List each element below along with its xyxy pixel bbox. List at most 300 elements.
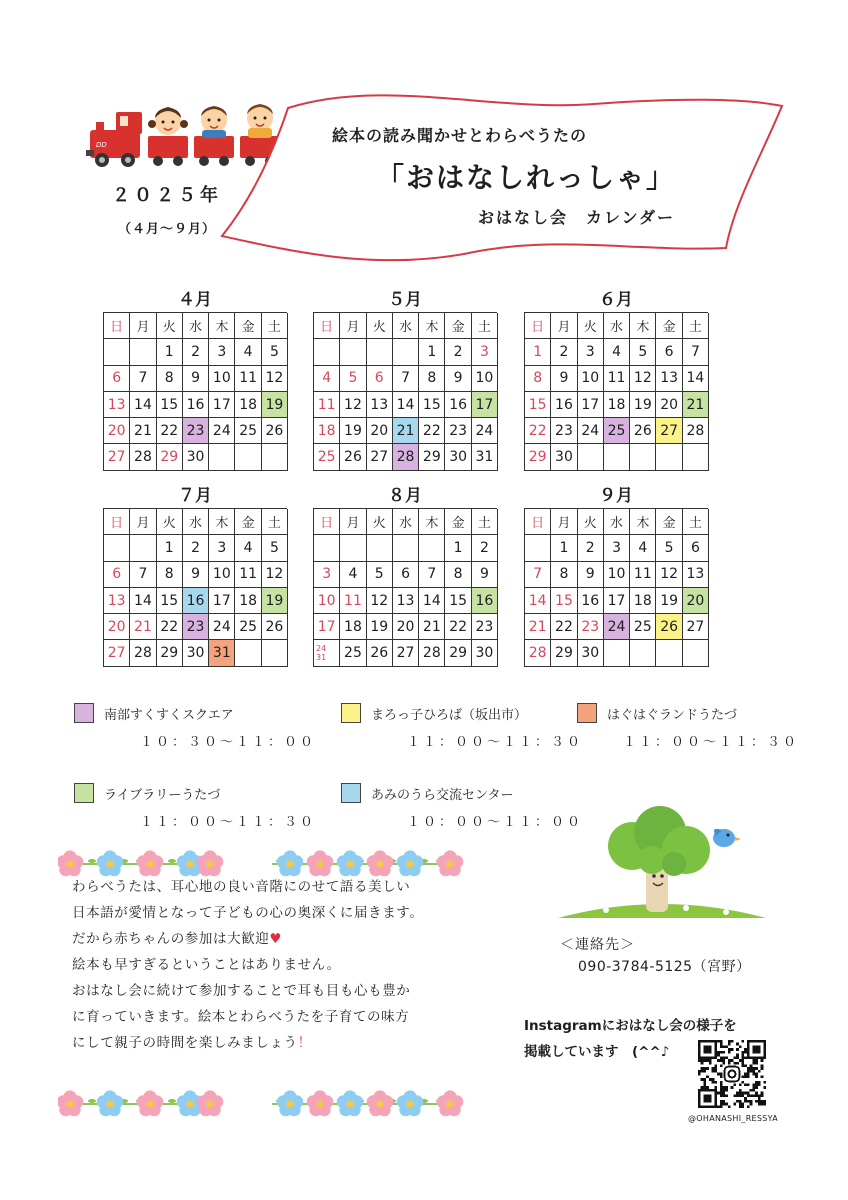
date-cell: 12 bbox=[630, 366, 656, 392]
date-cell: 23 bbox=[183, 418, 209, 444]
date-cell: 25 bbox=[340, 640, 366, 666]
flower-icon bbox=[307, 1090, 334, 1116]
date-cell: 11 bbox=[235, 366, 261, 392]
date-cell: 9 bbox=[445, 366, 471, 392]
date-cell: 22 bbox=[445, 614, 471, 640]
date-cell: 21 bbox=[130, 418, 156, 444]
flower-icon bbox=[277, 1090, 304, 1116]
weekday-header: 水 bbox=[183, 313, 209, 339]
flower-icon bbox=[367, 1090, 394, 1116]
legend-time: １１：００～１１：３０ bbox=[623, 735, 800, 750]
date-cell: 28 bbox=[393, 444, 419, 470]
date-cell: 21 bbox=[419, 614, 445, 640]
date-cell: 20 bbox=[683, 588, 709, 614]
date-cell: 22 bbox=[419, 418, 445, 444]
weekday-header: 水 bbox=[604, 509, 630, 535]
date-cell: 24 31 bbox=[314, 640, 340, 666]
empty-cell bbox=[367, 535, 393, 561]
date-cell: 8 bbox=[419, 366, 445, 392]
date-cell: 29 bbox=[157, 640, 183, 666]
legend-color-swatch bbox=[577, 703, 597, 723]
message-line bbox=[72, 1030, 492, 1056]
legend-time: １１：００～１１：３０ bbox=[140, 815, 317, 830]
date-cell: 3 bbox=[209, 339, 235, 365]
date-cell: 3 bbox=[604, 535, 630, 561]
date-cell: 24 bbox=[209, 614, 235, 640]
month-august bbox=[313, 484, 497, 667]
date-cell: 10 bbox=[604, 562, 630, 588]
legend-name: まろっ子ひろば（坂出市） bbox=[371, 708, 528, 723]
weekday-header: 火 bbox=[157, 313, 183, 339]
date-cell: 5 bbox=[262, 535, 288, 561]
empty-cell bbox=[656, 640, 682, 666]
date-cell: 23 bbox=[551, 418, 577, 444]
weekday-header: 木 bbox=[630, 313, 656, 339]
weekday-header: 月 bbox=[551, 313, 577, 339]
weekday-header: 日 bbox=[104, 313, 130, 339]
flower-icon bbox=[367, 850, 394, 876]
month-july bbox=[103, 484, 287, 667]
date-cell: 25 bbox=[630, 614, 656, 640]
instagram-text-line2: 掲載しています (^^♪ bbox=[524, 1044, 670, 1060]
date-cell: 8 bbox=[157, 366, 183, 392]
empty-cell bbox=[367, 339, 393, 365]
date-cell: 18 bbox=[235, 588, 261, 614]
empty-cell bbox=[419, 535, 445, 561]
date-cell: 14 bbox=[393, 392, 419, 418]
message-text: にして親子の時間を楽しみましょう bbox=[72, 1035, 298, 1051]
calendar-grid bbox=[524, 508, 708, 667]
date-cell: 23 bbox=[445, 418, 471, 444]
date-cell: 25 bbox=[604, 418, 630, 444]
date-cell: 9 bbox=[183, 366, 209, 392]
empty-cell bbox=[235, 640, 261, 666]
date-cell: 22 bbox=[525, 418, 551, 444]
date-cell: 27 bbox=[393, 640, 419, 666]
date-cell: 8 bbox=[525, 366, 551, 392]
exclamation-mark: ！ bbox=[297, 1035, 312, 1051]
flower-icon bbox=[337, 850, 364, 876]
empty-cell bbox=[209, 444, 235, 470]
empty-cell bbox=[262, 444, 288, 470]
legend-time: １０：００～１１：００ bbox=[407, 815, 584, 830]
date-cell: 17 bbox=[209, 392, 235, 418]
date-cell: 3 bbox=[472, 339, 498, 365]
date-cell: 22 bbox=[551, 614, 577, 640]
date-cell: 9 bbox=[551, 366, 577, 392]
empty-cell bbox=[262, 640, 288, 666]
date-cell: 24 bbox=[604, 614, 630, 640]
date-cell: 2 bbox=[472, 535, 498, 561]
weekday-header: 金 bbox=[656, 509, 682, 535]
empty-cell bbox=[393, 535, 419, 561]
date-cell: 30 bbox=[445, 444, 471, 470]
instagram-text-line1: Instagramにおはなし会の様子を bbox=[524, 1018, 737, 1034]
date-cell: 13 bbox=[683, 562, 709, 588]
date-cell: 15 bbox=[551, 588, 577, 614]
date-cell: 29 bbox=[419, 444, 445, 470]
date-cell: 2 bbox=[445, 339, 471, 365]
date-cell: 30 bbox=[183, 444, 209, 470]
legend-color-swatch bbox=[74, 703, 94, 723]
date-cell: 12 bbox=[262, 562, 288, 588]
date-cell: 8 bbox=[551, 562, 577, 588]
empty-cell bbox=[235, 444, 261, 470]
weekday-header: 土 bbox=[262, 509, 288, 535]
date-cell: 9 bbox=[183, 562, 209, 588]
date-cell: 29 bbox=[551, 640, 577, 666]
date-cell: 9 bbox=[578, 562, 604, 588]
date-cell: 24 bbox=[209, 418, 235, 444]
weekday-header: 月 bbox=[551, 509, 577, 535]
date-cell: 13 bbox=[104, 392, 130, 418]
date-cell: 10 bbox=[578, 366, 604, 392]
flower-icon bbox=[197, 1090, 224, 1116]
month-june bbox=[524, 288, 708, 471]
date-cell: 7 bbox=[393, 366, 419, 392]
date-cell: 16 bbox=[551, 392, 577, 418]
date-cell: 3 bbox=[578, 339, 604, 365]
date-cell: 13 bbox=[104, 588, 130, 614]
date-cell: 16 bbox=[445, 392, 471, 418]
date-cell: 18 bbox=[314, 418, 340, 444]
date-cell: 23 bbox=[578, 614, 604, 640]
weekday-header: 火 bbox=[367, 509, 393, 535]
date-cell: 27 bbox=[104, 444, 130, 470]
flower-icon bbox=[437, 850, 464, 876]
weekday-header: 木 bbox=[630, 509, 656, 535]
weekday-header: 火 bbox=[157, 509, 183, 535]
empty-cell bbox=[130, 339, 156, 365]
weekday-header: 土 bbox=[472, 313, 498, 339]
weekday-header: 月 bbox=[130, 509, 156, 535]
empty-cell bbox=[683, 444, 709, 470]
weekday-header: 火 bbox=[367, 313, 393, 339]
date-cell: 20 bbox=[367, 418, 393, 444]
date-cell: 28 bbox=[683, 418, 709, 444]
date-cell: 14 bbox=[130, 392, 156, 418]
weekday-header: 日 bbox=[314, 509, 340, 535]
date-cell: 10 bbox=[209, 562, 235, 588]
date-cell: 7 bbox=[525, 562, 551, 588]
legend-name: はぐはぐランドうたづ bbox=[607, 708, 738, 723]
empty-cell bbox=[604, 444, 630, 470]
date-cell: 8 bbox=[157, 562, 183, 588]
message-line bbox=[72, 926, 492, 952]
date-cell: 27 bbox=[656, 418, 682, 444]
date-cell: 12 bbox=[367, 588, 393, 614]
date-cell: 16 bbox=[578, 588, 604, 614]
empty-cell bbox=[130, 535, 156, 561]
date-cell: 5 bbox=[262, 339, 288, 365]
empty-cell bbox=[314, 339, 340, 365]
date-cell: 30 bbox=[472, 640, 498, 666]
date-cell: 19 bbox=[630, 392, 656, 418]
header-subtitle: 絵本の読み聞かせとわらべうたの bbox=[332, 126, 588, 145]
message-line: わらべうたは、耳心地の良い音階にのせて語る美しい bbox=[72, 879, 411, 895]
date-cell: 26 bbox=[367, 640, 393, 666]
date-cell: 14 bbox=[419, 588, 445, 614]
empty-cell bbox=[104, 535, 130, 561]
date-cell: 29 bbox=[157, 444, 183, 470]
weekday-header: 木 bbox=[209, 509, 235, 535]
month-name: ５月 bbox=[388, 290, 422, 310]
month-september bbox=[524, 484, 708, 667]
empty-cell bbox=[578, 444, 604, 470]
date-cell: 25 bbox=[235, 418, 261, 444]
date-cell: 28 bbox=[525, 640, 551, 666]
date-cell: 18 bbox=[604, 392, 630, 418]
date-cell: 21 bbox=[683, 392, 709, 418]
empty-cell bbox=[314, 535, 340, 561]
date-cell: 10 bbox=[209, 366, 235, 392]
empty-cell bbox=[604, 640, 630, 666]
date-cell: 15 bbox=[419, 392, 445, 418]
calendar-grid bbox=[103, 508, 287, 667]
weekday-header: 木 bbox=[419, 313, 445, 339]
date-cell: 7 bbox=[419, 562, 445, 588]
date-cell: 29 bbox=[525, 444, 551, 470]
date-cell: 26 bbox=[630, 418, 656, 444]
date-cell: 2 bbox=[578, 535, 604, 561]
date-cell: 6 bbox=[683, 535, 709, 561]
month-name: ６月 bbox=[599, 290, 633, 310]
weekday-header: 金 bbox=[235, 313, 261, 339]
empty-cell bbox=[630, 444, 656, 470]
date-cell: 19 bbox=[262, 392, 288, 418]
date-cell: 9 bbox=[472, 562, 498, 588]
date-cell: 2 bbox=[551, 339, 577, 365]
empty-cell bbox=[340, 535, 366, 561]
month-april bbox=[103, 288, 287, 471]
weekday-header: 木 bbox=[209, 313, 235, 339]
date-cell: 21 bbox=[393, 418, 419, 444]
date-cell: 10 bbox=[314, 588, 340, 614]
date-cell: 4 bbox=[235, 535, 261, 561]
date-cell: 6 bbox=[104, 562, 130, 588]
date-cell: 14 bbox=[525, 588, 551, 614]
month-name: ４月 bbox=[178, 290, 212, 310]
date-cell: 24 bbox=[578, 418, 604, 444]
calendar-grid bbox=[313, 312, 497, 471]
date-cell: 16 bbox=[472, 588, 498, 614]
calendar-grid bbox=[103, 312, 287, 471]
date-cell: 12 bbox=[656, 562, 682, 588]
flower-icon bbox=[277, 850, 304, 876]
date-cell: 11 bbox=[630, 562, 656, 588]
date-cell: 3 bbox=[209, 535, 235, 561]
date-cell: 1 bbox=[445, 535, 471, 561]
date-cell: 5 bbox=[630, 339, 656, 365]
period-label: （４月～９月） bbox=[118, 222, 217, 237]
date-cell: 17 bbox=[472, 392, 498, 418]
date-cell: 20 bbox=[393, 614, 419, 640]
flower-icon bbox=[307, 850, 334, 876]
date-cell: 19 bbox=[340, 418, 366, 444]
weekday-header: 水 bbox=[604, 313, 630, 339]
calendar-grid bbox=[524, 312, 708, 471]
date-cell: 1 bbox=[419, 339, 445, 365]
bird-icon bbox=[713, 829, 741, 847]
legend-color-swatch bbox=[341, 703, 361, 723]
empty-cell bbox=[683, 640, 709, 666]
calendar-title: おはなし会 カレンダー bbox=[478, 208, 675, 227]
flower-icon bbox=[397, 1090, 424, 1116]
flower-garland-bottom bbox=[58, 1088, 472, 1120]
contact-phone: 090-3784-5125（宮野） bbox=[578, 959, 751, 975]
flower-icon bbox=[137, 850, 164, 876]
date-cell: 20 bbox=[104, 418, 130, 444]
weekday-header: 木 bbox=[419, 509, 445, 535]
empty-cell bbox=[393, 339, 419, 365]
weekday-header: 月 bbox=[130, 313, 156, 339]
date-cell: 30 bbox=[551, 444, 577, 470]
message-text: だから赤ちゃんの参加は大歓迎 bbox=[72, 931, 270, 947]
date-cell: 1 bbox=[525, 339, 551, 365]
calendar-grid bbox=[313, 508, 497, 667]
flower-icon bbox=[437, 1090, 464, 1116]
contact-label: ＜連絡先＞ bbox=[560, 937, 635, 953]
date-cell: 1 bbox=[157, 339, 183, 365]
date-cell: 6 bbox=[656, 339, 682, 365]
date-cell: 13 bbox=[393, 588, 419, 614]
date-cell: 4 bbox=[340, 562, 366, 588]
date-cell: 6 bbox=[393, 562, 419, 588]
weekday-header: 月 bbox=[340, 509, 366, 535]
month-may bbox=[313, 288, 497, 471]
date-cell: 11 bbox=[604, 366, 630, 392]
date-cell: 31 bbox=[472, 444, 498, 470]
date-cell: 15 bbox=[445, 588, 471, 614]
header-title: 「おはなしれっしゃ」 bbox=[376, 161, 677, 194]
date-cell: 22 bbox=[157, 614, 183, 640]
date-cell: 19 bbox=[262, 588, 288, 614]
date-cell: 28 bbox=[419, 640, 445, 666]
message-line: に育っていきます。絵本とわらべうたを子育ての味方 bbox=[72, 1009, 410, 1025]
legend-name: あみのうら交流センター bbox=[371, 788, 514, 803]
legend-name: 南部すくすくスクエア bbox=[104, 708, 234, 723]
date-cell: 28 bbox=[130, 640, 156, 666]
weekday-header: 水 bbox=[183, 509, 209, 535]
instagram-qr-code[interactable] bbox=[698, 1040, 766, 1108]
date-cell: 11 bbox=[340, 588, 366, 614]
date-cell: 5 bbox=[367, 562, 393, 588]
date-cell: 5 bbox=[656, 535, 682, 561]
flower-icon bbox=[197, 850, 224, 876]
flower-icon bbox=[97, 1090, 124, 1116]
weekday-header: 金 bbox=[445, 509, 471, 535]
date-cell: 4 bbox=[630, 535, 656, 561]
legend-time: １０：３０～１１：００ bbox=[140, 735, 317, 750]
date-cell: 7 bbox=[130, 562, 156, 588]
date-cell: 12 bbox=[340, 392, 366, 418]
date-cell: 14 bbox=[683, 366, 709, 392]
date-cell: 2 bbox=[183, 339, 209, 365]
year-label: ２０２５年 bbox=[112, 185, 222, 206]
weekday-header: 日 bbox=[104, 509, 130, 535]
date-cell: 23 bbox=[183, 614, 209, 640]
date-cell: 31 bbox=[209, 640, 235, 666]
weekday-header: 月 bbox=[340, 313, 366, 339]
date-cell: 18 bbox=[235, 392, 261, 418]
date-cell: 19 bbox=[367, 614, 393, 640]
legend-color-swatch bbox=[74, 783, 94, 803]
date-cell: 14 bbox=[130, 588, 156, 614]
date-cell: 17 bbox=[578, 392, 604, 418]
month-name: ８月 bbox=[388, 486, 422, 506]
date-cell: 6 bbox=[367, 366, 393, 392]
date-cell: 16 bbox=[183, 588, 209, 614]
month-name: ９月 bbox=[599, 486, 633, 506]
date-cell: 26 bbox=[262, 418, 288, 444]
train-text: DD bbox=[96, 141, 107, 149]
date-cell: 30 bbox=[183, 640, 209, 666]
date-cell: 29 bbox=[445, 640, 471, 666]
date-cell: 7 bbox=[130, 366, 156, 392]
date-cell: 4 bbox=[235, 339, 261, 365]
message-line: おはなし会に続けて参加することで耳も目も心も豊か bbox=[72, 983, 411, 999]
date-cell: 17 bbox=[604, 588, 630, 614]
weekday-header: 水 bbox=[393, 509, 419, 535]
date-cell: 23 bbox=[472, 614, 498, 640]
weekday-header: 金 bbox=[445, 313, 471, 339]
date-cell: 8 bbox=[445, 562, 471, 588]
message-block bbox=[72, 874, 492, 1056]
date-cell: 27 bbox=[104, 640, 130, 666]
date-cell: 20 bbox=[656, 392, 682, 418]
empty-cell bbox=[340, 339, 366, 365]
date-cell: 1 bbox=[551, 535, 577, 561]
date-cell: 13 bbox=[656, 366, 682, 392]
weekday-header: 火 bbox=[578, 509, 604, 535]
date-cell: 4 bbox=[604, 339, 630, 365]
flower-icon bbox=[58, 1090, 83, 1116]
flower-icon bbox=[137, 1090, 164, 1116]
flower-icon bbox=[337, 1090, 364, 1116]
tree-illustration bbox=[556, 806, 768, 924]
legend-time: １１：００～１１：３０ bbox=[407, 735, 584, 750]
legend-name: ライブラリーうたづ bbox=[104, 788, 221, 803]
date-cell: 30 bbox=[578, 640, 604, 666]
weekday-header: 火 bbox=[578, 313, 604, 339]
date-cell: 15 bbox=[525, 392, 551, 418]
flower-icon bbox=[97, 850, 124, 876]
date-cell: 26 bbox=[262, 614, 288, 640]
month-name: ７月 bbox=[178, 486, 212, 506]
empty-cell bbox=[525, 535, 551, 561]
date-cell: 28 bbox=[130, 444, 156, 470]
date-cell: 17 bbox=[314, 614, 340, 640]
date-cell: 22 bbox=[157, 418, 183, 444]
weekday-header: 日 bbox=[525, 313, 551, 339]
date-cell: 26 bbox=[340, 444, 366, 470]
empty-cell bbox=[630, 640, 656, 666]
weekday-header: 日 bbox=[525, 509, 551, 535]
date-cell: 1 bbox=[157, 535, 183, 561]
date-cell: 12 bbox=[262, 366, 288, 392]
date-cell: 25 bbox=[314, 444, 340, 470]
date-cell: 26 bbox=[656, 614, 682, 640]
weekday-header: 日 bbox=[314, 313, 340, 339]
date-cell: 19 bbox=[656, 588, 682, 614]
date-cell: 18 bbox=[630, 588, 656, 614]
weekday-header: 金 bbox=[656, 313, 682, 339]
heart-icon: ♥ bbox=[269, 931, 283, 947]
weekday-header: 水 bbox=[393, 313, 419, 339]
date-cell: 27 bbox=[683, 614, 709, 640]
date-cell: 24 bbox=[472, 418, 498, 444]
date-cell: 21 bbox=[130, 614, 156, 640]
